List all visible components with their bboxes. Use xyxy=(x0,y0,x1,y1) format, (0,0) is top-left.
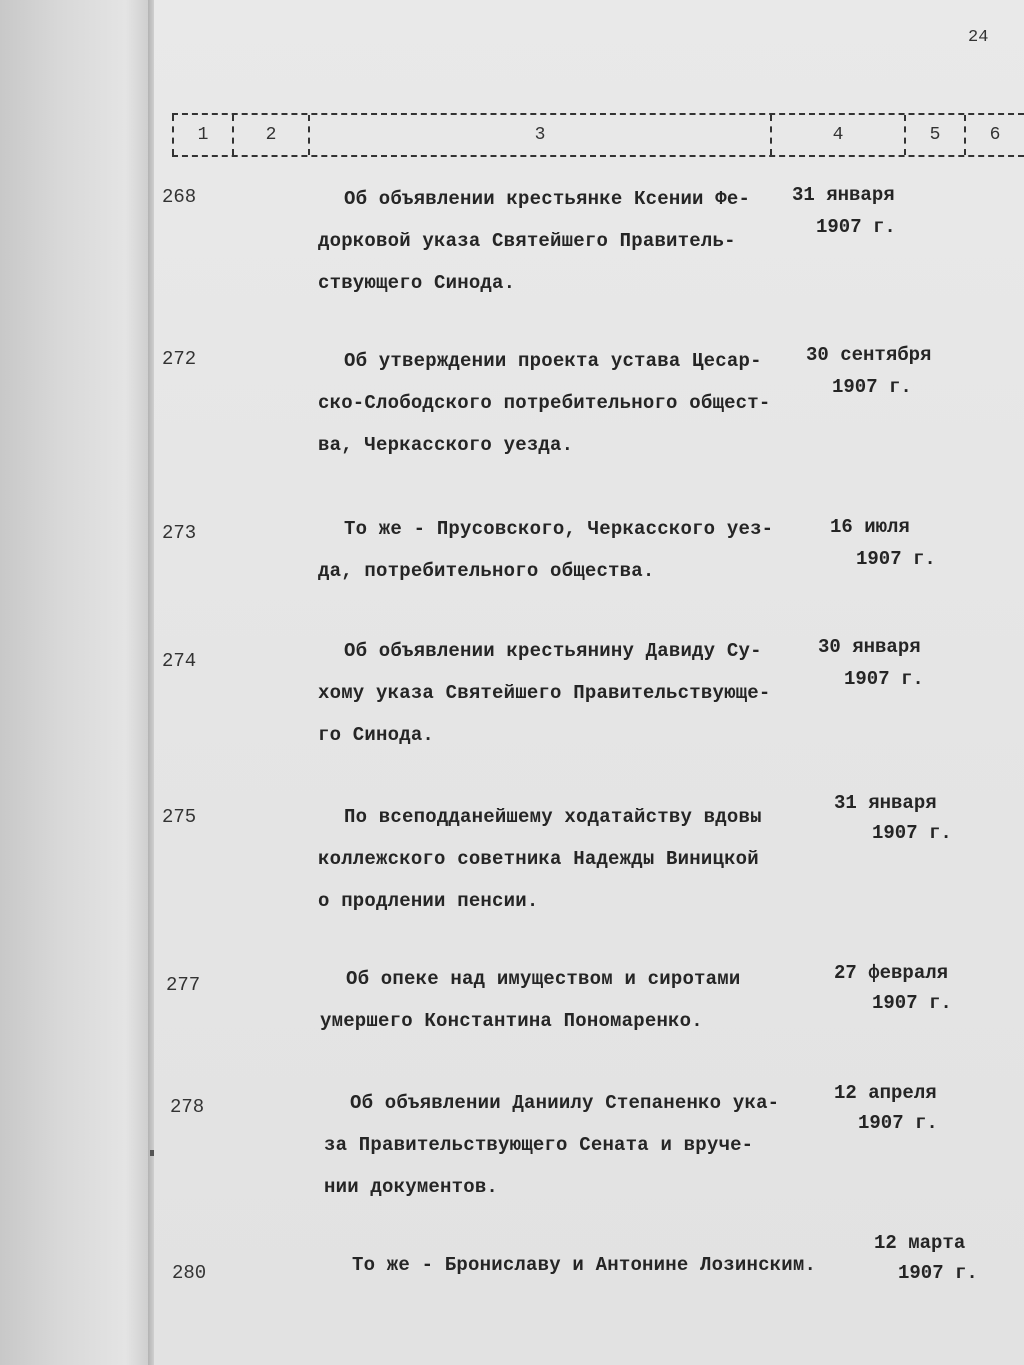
entry-text-line: То же - Брониславу и Антонине Лозинским. xyxy=(352,1254,817,1276)
entry-text-line: да, потребительного общества. xyxy=(318,560,655,582)
entry-text-line: за Правительствующего Сената и вруче- xyxy=(324,1134,754,1156)
entry-text-line: Об объявлении крестьянину Давиду Су- xyxy=(344,640,762,662)
entry-number: 277 xyxy=(166,974,201,996)
entry-date-year: 1907 г. xyxy=(844,668,924,690)
entry-number: 280 xyxy=(172,1262,207,1284)
entry-date-year: 1907 г. xyxy=(856,548,936,570)
entry-text-line: коллежского советника Надежды Виницкой xyxy=(318,848,759,870)
entry-text-line: хому указа Святейшего Правительствующе- xyxy=(318,682,771,704)
entry-text-line: Об утверждении проекта устава Цесар- xyxy=(344,350,762,372)
entry-text-line: Об объявлении крестьянке Ксении Фе- xyxy=(344,188,751,210)
entry-date-day: 31 января xyxy=(792,184,895,206)
column-header-3: 3 xyxy=(308,115,770,155)
entry-date-day: 27 февраля xyxy=(834,962,949,984)
entry-text-line: нии документов. xyxy=(324,1176,499,1198)
entry-number: 278 xyxy=(170,1096,205,1118)
entry-date-year: 1907 г. xyxy=(832,376,912,398)
entry-number: 274 xyxy=(162,650,197,672)
entry-date-day: 31 января xyxy=(834,792,937,814)
column-header-row xyxy=(172,113,1024,157)
entry-text-line: То же - Прусовского, Черкасского уез- xyxy=(344,518,774,540)
entry-number: 273 xyxy=(162,522,197,544)
entry-date-year: 1907 г. xyxy=(858,1112,938,1134)
column-header-4: 4 xyxy=(770,115,904,155)
entry-text-line: ва, Черкасского уезда. xyxy=(318,434,574,456)
entry-text-line: го Синода. xyxy=(318,724,435,746)
entry-number: 275 xyxy=(162,806,197,828)
ink-mark xyxy=(150,1150,154,1156)
entry-date-year: 1907 г. xyxy=(898,1262,978,1284)
entry-date-year: 1907 г. xyxy=(872,992,952,1014)
entry-date-day: 30 сентября xyxy=(806,344,932,366)
entry-text-line: о продлении пенсии. xyxy=(318,890,539,912)
entry-number: 268 xyxy=(162,186,197,208)
entry-text-line: ско-Слободского потребительного общест- xyxy=(318,392,771,414)
entry-text-line: дорковой указа Святейшего Правитель- xyxy=(318,230,736,252)
page-number: 24 xyxy=(968,28,989,47)
entry-date-day: 12 апреля xyxy=(834,1082,937,1104)
entry-number: 272 xyxy=(162,348,197,370)
entry-date-year: 1907 г. xyxy=(816,216,896,238)
column-header-2: 2 xyxy=(232,115,308,155)
entry-text-line: По всеподданейшему ходатайству вдовы xyxy=(344,806,762,828)
entry-text-line: ствующего Синода. xyxy=(318,272,516,294)
entry-text-line: умершего Константина Пономаренко. xyxy=(320,1010,703,1032)
entry-date-day: 16 июля xyxy=(830,516,910,538)
entry-text-line: Об опеке над имуществом и сиротами xyxy=(346,968,741,990)
entry-text-line: Об объявлении Даниилу Степаненко ука- xyxy=(350,1092,780,1114)
entry-date-year: 1907 г. xyxy=(872,822,952,844)
column-header-5: 5 xyxy=(904,115,964,155)
entry-date-day: 30 января xyxy=(818,636,921,658)
book-binding xyxy=(0,0,148,1365)
entry-date-day: 12 марта xyxy=(874,1232,966,1254)
column-header-6: 6 xyxy=(964,115,1024,155)
column-header-1: 1 xyxy=(172,115,232,155)
